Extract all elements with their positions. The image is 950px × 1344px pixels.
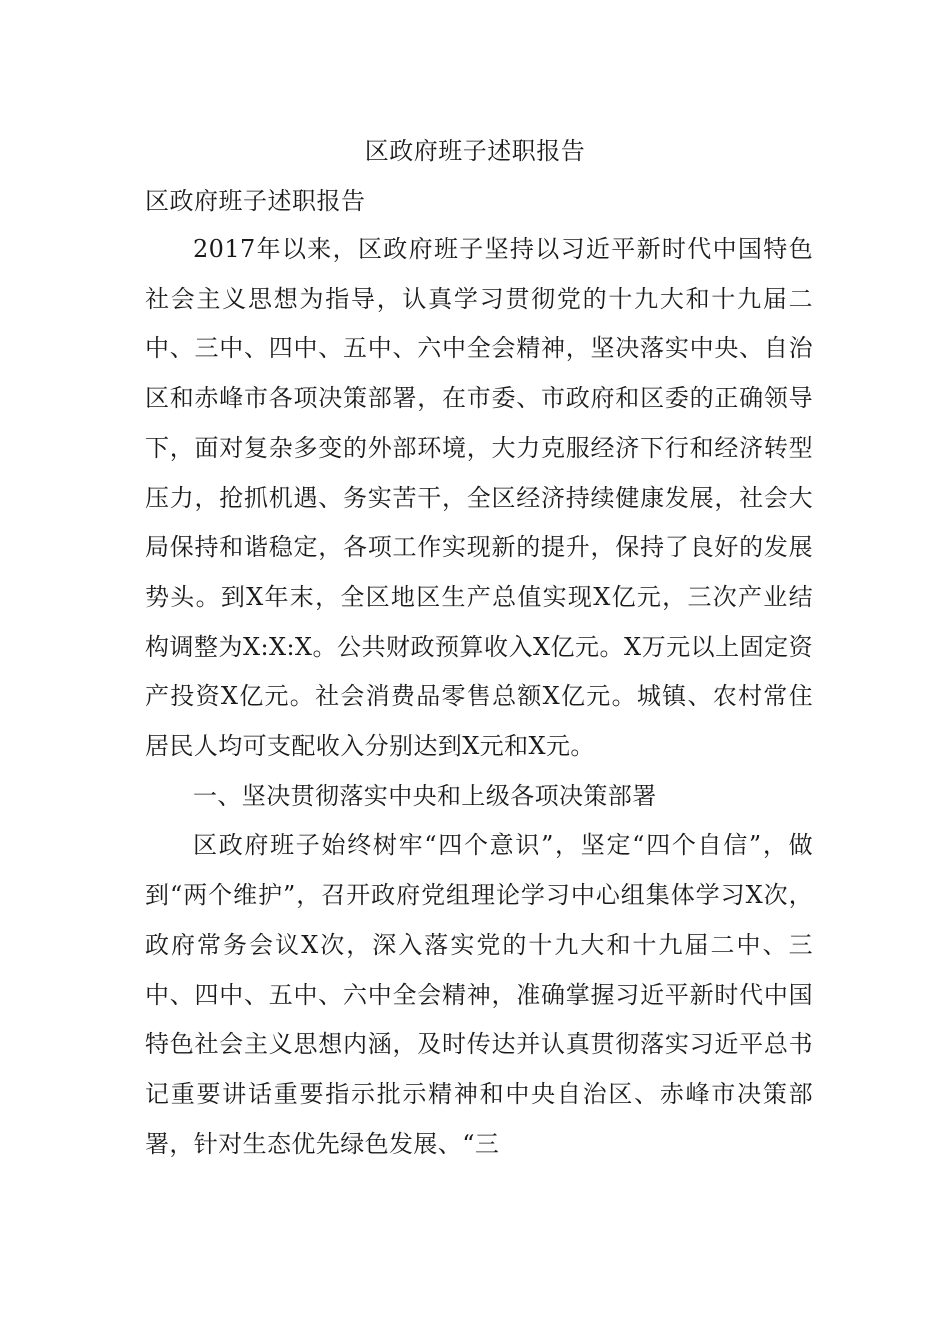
paragraph-section-1: 区政府班子始终树牢“四个意识”，坚定“四个自信”，做到“两个维护”，召开政府党组理论学习中心组集体学习X次，政府常务会议X次，深入落实党的十九大和十九届二中、三中、四中、五中、六中全会精神，准确掌握习近平新时代中国特色社会主义思想内涵，及时传达并认真贯彻落实习近平总书记重要讲话重要指示批示精神和中央自治区、赤峰市决策部署，针对生态优先绿色发展、“三 [145, 831, 813, 1158]
section-heading-1: 一、坚决贯彻落实中央和上级各项决策部署 [193, 781, 657, 810]
paragraph-intro: 2017年以来，区政府班子坚持以习近平新时代中国特色社会主义思想为指导，认真学习贯彻党的十九大和十九届二中、三中、四中、五中、六中全会精神，坚决落实中央、自治区和赤峰市各项决策部署，在市委、市政府和区委的正确领导下，面对复杂多变的外部环境，大力克服经济下行和经济转型压力，抢抓机遇、务实苦干，全区经济持续健康发展，社会大局保持和谐稳定，各项工作实现新的提升，保持了良好的发展势头。到X年末，全区地区生产总值实现X亿元，三次产业结构调整为X:X:X。公共财政预算收入X亿元。X万元以上固定资产投资X亿元。社会消费品零售总额X亿元。城镇、农村常住居民人均可支配收入分别达到X元和X元。 [145, 235, 813, 761]
document-title: 区政府班子述职报告 [364, 137, 586, 165]
document-body [145, 225, 813, 1169]
document-subtitle: 区政府班子述职报告 [145, 187, 366, 215]
